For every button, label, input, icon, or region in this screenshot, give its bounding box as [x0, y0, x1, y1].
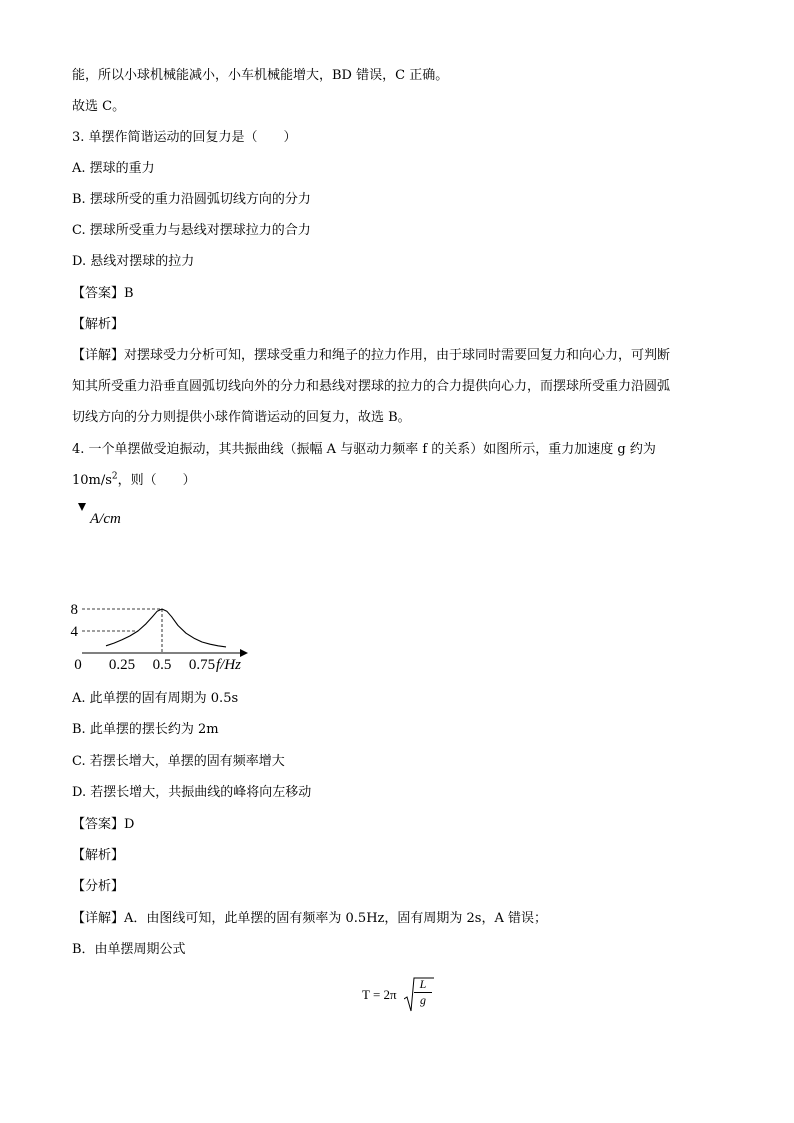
option-c: C. 若摆长增大，单摆的固有频率增大 — [72, 754, 285, 769]
question-3: 3. 单摆作简谐运动的回复力是（ ） — [72, 130, 297, 145]
resonance-chart — [72, 503, 262, 675]
x-tick-label: 0.75 — [188, 657, 216, 673]
detail-line: 【详解】A．由图线可知，此单摆的固有频率为 0.5Hz，固有周期为 2s，A 错误； — [72, 911, 547, 926]
text-line: 能，所以小球机械能减小，小车机械能增大，BD 错误，C 正确。 — [72, 68, 449, 83]
y-tick-label: 8 — [70, 602, 78, 618]
option-c: C. 摆球所受重力与悬线对摆球拉力的合力 — [72, 223, 311, 238]
x-tick-label: 0.25 — [108, 657, 136, 673]
answer: 【答案】D — [72, 817, 135, 832]
x-axis-label: f/Hz — [216, 657, 242, 673]
resonance-curve — [106, 609, 226, 647]
question-tail: ，则（ ） — [117, 473, 196, 488]
question-4: 4. 一个单摆做受迫振动，其共振曲线（振幅 A 与驱动力频率 f 的关系）如图所示，重力加速度 g 约为 — [72, 442, 656, 457]
detail-line: 切线方向的分力则提供小球作简谐运动的回复力，故选 B。 — [72, 410, 411, 425]
detail-line: 【详解】对摆球受力分析可知，摆球受重力和绳子的拉力作用，由于球同时需要回复力和向心力，可判断 — [72, 348, 671, 363]
analysis-heading: 【解析】 — [72, 848, 125, 863]
option-d: D. 悬线对摆球的拉力 — [72, 254, 195, 269]
exponent: 2 — [111, 471, 118, 482]
option-d: D. 若摆长增大，共振曲线的峰将向左移动 — [72, 785, 312, 800]
origin-label: 0 — [74, 657, 82, 673]
y-axis-label: A/cm — [90, 511, 121, 527]
x-tick-label: 0.5 — [152, 657, 172, 673]
y-tick-label: 4 — [70, 624, 78, 640]
text-line: 故选 C。 — [72, 99, 126, 114]
option-a: A. 此单摆的固有周期为 0.5s — [72, 691, 239, 706]
analysis-heading: 【解析】 — [72, 317, 125, 332]
numerator: L — [419, 977, 427, 991]
option-b: B. 摆球所受的重力沿圆弧切线方向的分力 — [72, 192, 311, 207]
option-b: B. 此单摆的摆长约为 2m — [72, 722, 219, 737]
detail-line: B．由单摆周期公式 — [72, 942, 186, 957]
analysis-subheading: 【分析】 — [72, 879, 125, 894]
fraction — [414, 977, 432, 1008]
gravity-value: 10m/s — [72, 473, 112, 488]
detail-line: 知其所受重力沿垂直圆弧切线向外的分力和悬线对摆球的拉力的合力提供向心力，而摆球所受重力沿圆弧 — [72, 379, 671, 394]
formula-lhs: T = 2π — [362, 987, 397, 1002]
denominator: g — [420, 993, 426, 1007]
option-a: A. 摆球的重力 — [72, 161, 155, 176]
question-4-cont — [72, 472, 196, 490]
answer: 【答案】B — [72, 286, 134, 301]
